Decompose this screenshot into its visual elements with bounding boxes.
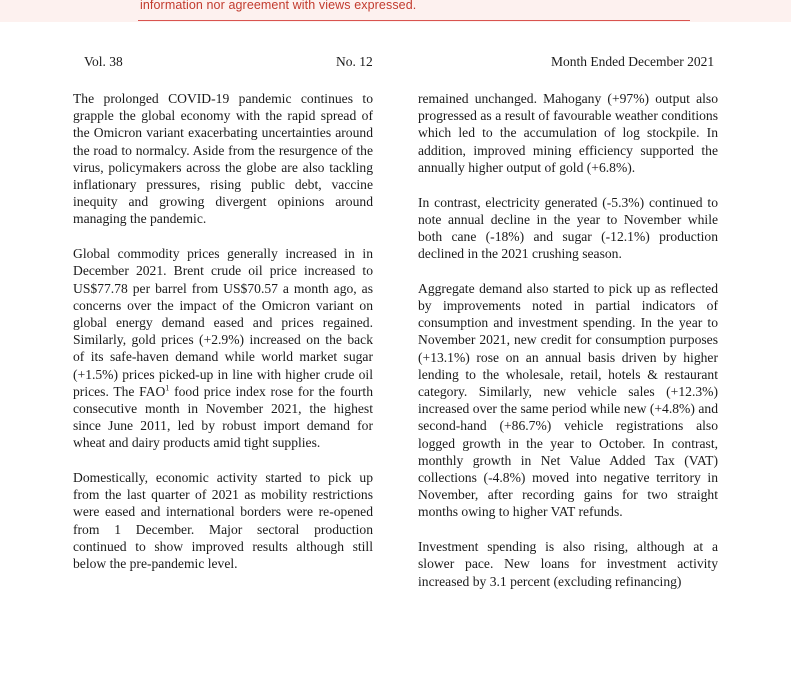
paragraph-commodity-prices (73, 245, 373, 451)
left-column (73, 90, 373, 590)
header-divider (138, 20, 690, 21)
paragraph-domestic-activity: Domestically, economic activity started to pick up from the last quarter of 2021 as mobility restrictions were eased and international borders were re-opened from 1 December. Major sectoral production continued to show improved results although still below the pre-pandemic level. (73, 470, 373, 572)
commodity-text-part1: Global commodity prices generally increased in in December 2021. Brent crude oil price increased to US$77.78 per barrel from US$70.57 a month ago, as concerns over the impact of the Omicron variant on global energy demand eased and prices regained. Similarly, gold prices (+2.9%) increased on the back of its safe-haven demand while world market sugar (+1.5%) prices picked-up in line with higher crude oil prices. The FAO (73, 246, 373, 399)
right-column (418, 90, 718, 607)
paragraph-production: remained unchanged. Mahogany (+97%) output also progressed as a result of favourable weather conditions which led to the accumulation of log stockpile. In addition, improved mining efficiency supported the annually higher output of gold (+6.8%). (418, 91, 718, 175)
commodity-text-part2: food price index rose for the fourth consecutive month in November 2021, the highest since June 2011, led by robust import demand for wheat and dairy products amid tight supplies. (73, 383, 374, 451)
paragraph-electricity-sugar: In contrast, electricity generated (-5.3%) continued to note annual decline in the year to November while both cane (-18%) and sugar (-12.1%) production declined in the 2021 crushing season. (418, 194, 718, 262)
paragraph-covid: The prolonged COVID-19 pandemic continues to grapple the global economy with the rapid spread of the Omicron variant exacerbating uncertainties around the road to normalcy. Aside from the resurgence of the virus, policymakers across the globe are also tackling inflationary pressures, rising public debt, vaccine inequity and growing divergent opinions around managing the pandemic. (73, 91, 373, 227)
disclaimer-text: information nor agreement with views expressed. (140, 0, 417, 12)
period-label: Month Ended December 2021 (551, 54, 715, 69)
issue-number: No. 12 (336, 54, 373, 69)
footnote-marker[interactable]: 1 (165, 383, 170, 393)
volume-label: Vol. 38 (84, 54, 123, 69)
paragraph-investment: Investment spending is also rising, although at a slower pace. New loans for investment activity increased by 3.1 percent (excluding refinancing) (418, 539, 718, 589)
paragraph-aggregate-demand: Aggregate demand also started to pick up as reflected by improvements noted in partial indicators of consumption and investment spending. In the year to November 2021, new credit for consumption purposes (+13.1%) rose on an annual basis driven by higher lending to the wholesale, retail, hotels & restaurant category. Similarly, new vehicle sales (+12.3%) increased over the same period while new (+4.8%) and second-hand (+86.7%) vehicle registrations also logged growth in the year to October. In contrast, monthly growth in Net Value Added Tax (VAT) collections (-4.8%) moved into negative territory in November, after recording gains for two straight months owing to higher VAT refunds. (418, 280, 718, 520)
